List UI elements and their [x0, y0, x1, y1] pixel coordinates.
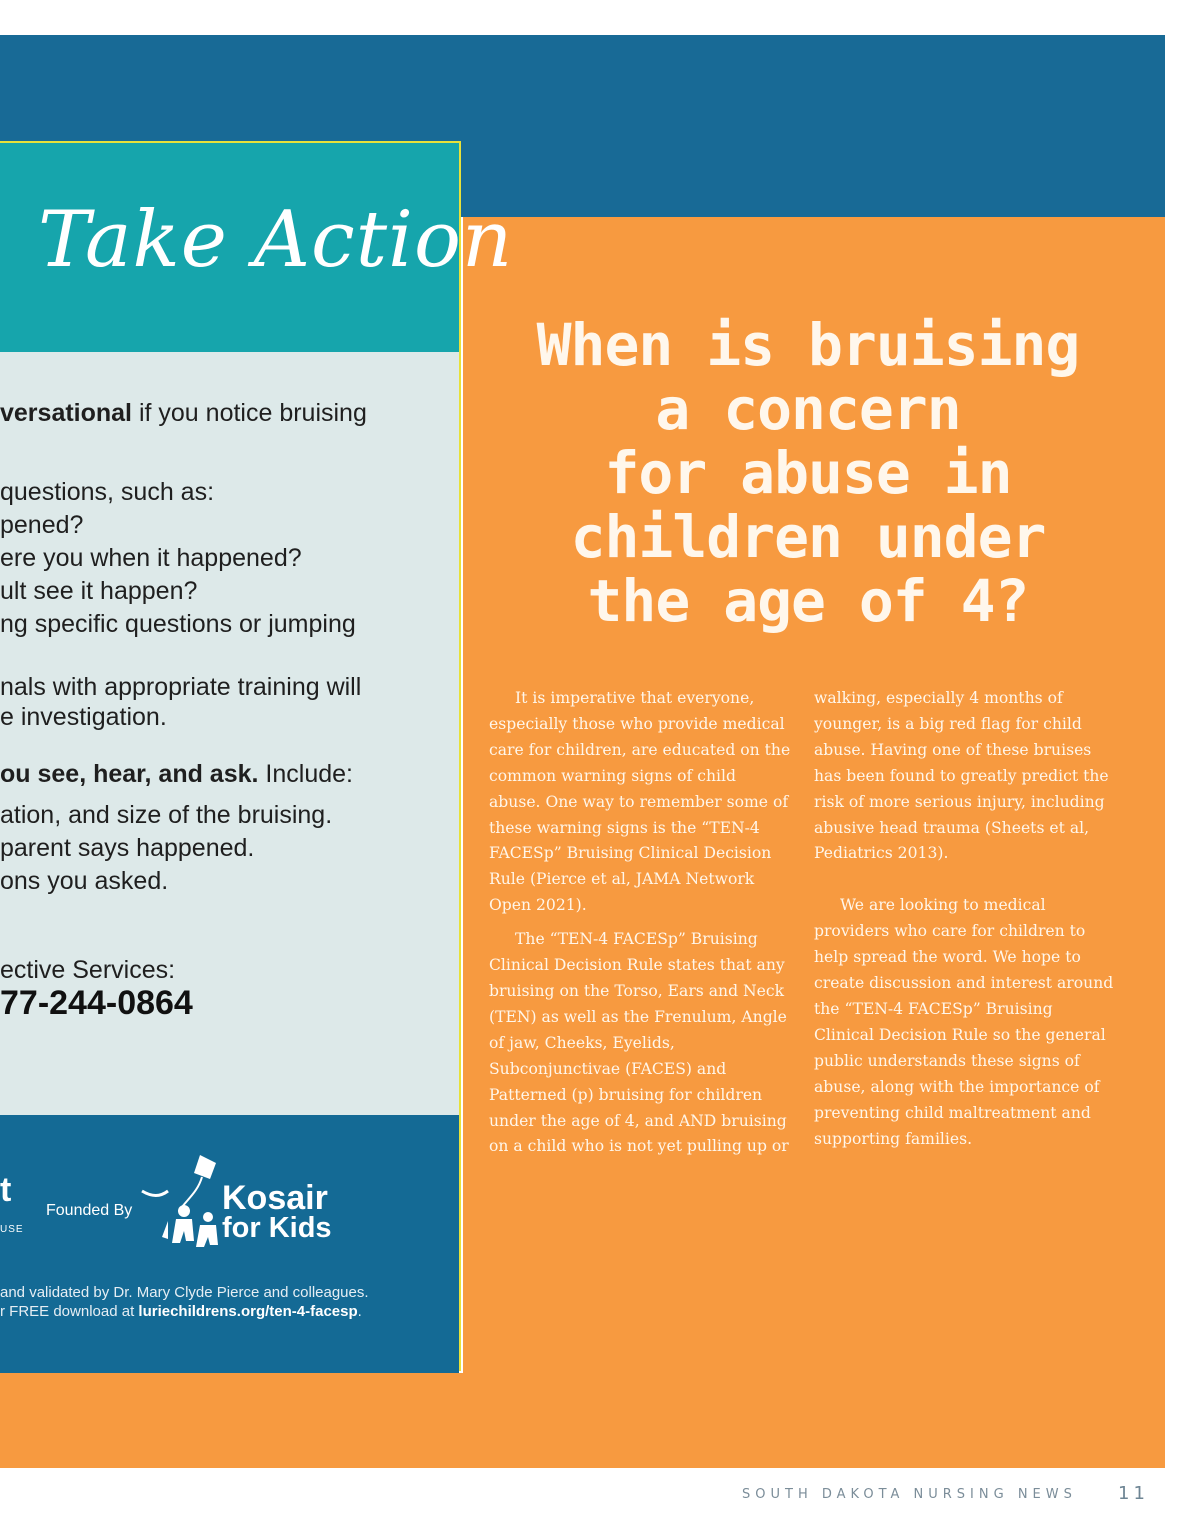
footer-note-line-1: and validated by Dr. Mary Clyde Pierce and colleagues. [0, 1284, 369, 1301]
body-line: ons you asked. [0, 867, 169, 895]
take-action-body [0, 352, 459, 1115]
take-action-card [0, 141, 514, 1371]
publication-name: SOUTH DAKOTA NURSING NEWS [742, 1487, 1077, 1502]
orange-bottom-strip [0, 1373, 463, 1468]
article-paragraph: It is imperative that everyone, especially those who provide medical care for children, are educated on the common warning signs of child abuse. One way to remember some of these warning signs is the “TEN-4 FACESp” Bruising Clinical Decision Rule (Pierce et al, JAMA Network Open 2021). [489, 689, 791, 915]
kite-children-icon [138, 1151, 228, 1257]
headline-line: children under [570, 503, 1046, 571]
partner-logo-subtext: USE [0, 1224, 24, 1235]
take-action-footer [0, 1115, 459, 1373]
body-line: ng specific questions or jumping [0, 610, 356, 638]
article-paragraph: We are looking to medical providers who care for children to help spread the word. We hope to create discussion and interest around the “TEN-4 FACESp” Bruising Clinical Decision Rule so the general public understands these signs of abuse, along with the importance of preventing child maltreatment and supporting families. [814, 896, 1114, 1148]
article-headline [470, 313, 1146, 633]
kosair-logo-subtitle: for Kids [222, 1212, 332, 1244]
headline-line: a concern [655, 375, 961, 443]
page-number: 11 [1118, 1483, 1149, 1504]
download-link[interactable]: luriechildrens.org/ten-4-facesp [138, 1303, 358, 1320]
body-line: nals with appropriate training will [0, 673, 362, 701]
take-action-header [0, 143, 514, 352]
headline-line: the age of 4? [587, 567, 1029, 635]
body-line: versational if you notice bruising [0, 399, 367, 427]
partner-logo-partial: t [0, 1171, 12, 1209]
body-line: ation, and size of the bruising. [0, 801, 333, 829]
footer-note-line-2: r FREE download at luriechildrens.org/ten-4-facesp. [0, 1303, 362, 1320]
body-line: ult see it happen? [0, 577, 198, 605]
body-line: pened? [0, 511, 84, 539]
take-action-title: Take Action [38, 195, 514, 285]
article-column-1 [489, 686, 791, 1160]
founded-by-label: Founded By [46, 1202, 133, 1219]
body-line: ere you when it happened? [0, 544, 302, 572]
body-line: ective Services: [0, 956, 176, 984]
headline-line: for abuse in [604, 439, 1012, 507]
article-column-2 [814, 686, 1116, 1152]
article-paragraph: The “TEN-4 FACESp” Bruising Clinical Decision Rule states that any bruising on the Torso, Ears and Neck (TEN) as well as the Frenulum, Angle of jaw, Cheeks, Eyelids, Subconjunctivae (FACES) and Patterned (p) bruising for children under the age of 4, and AND bruising on a child who is not yet pulling up or [489, 930, 789, 1156]
article-paragraph: walking, especially 4 months of younger, is a big red flag for child abuse. Having one of these bruises has been found to greatly predict the risk of more serious injury, including abusive head trauma (Sheets et al, Pediatrics 2013). [814, 689, 1109, 863]
body-line: ou see, hear, and ask. Include: [0, 760, 353, 788]
body-line: questions, such as: [0, 478, 215, 506]
body-line: e investigation. [0, 703, 167, 731]
hotline-phone-number: 77-244-0864 [0, 984, 193, 1022]
body-line: parent says happened. [0, 834, 255, 862]
kosair-logo-name: Kosair [222, 1179, 328, 1217]
headline-line: When is bruising [536, 311, 1080, 379]
